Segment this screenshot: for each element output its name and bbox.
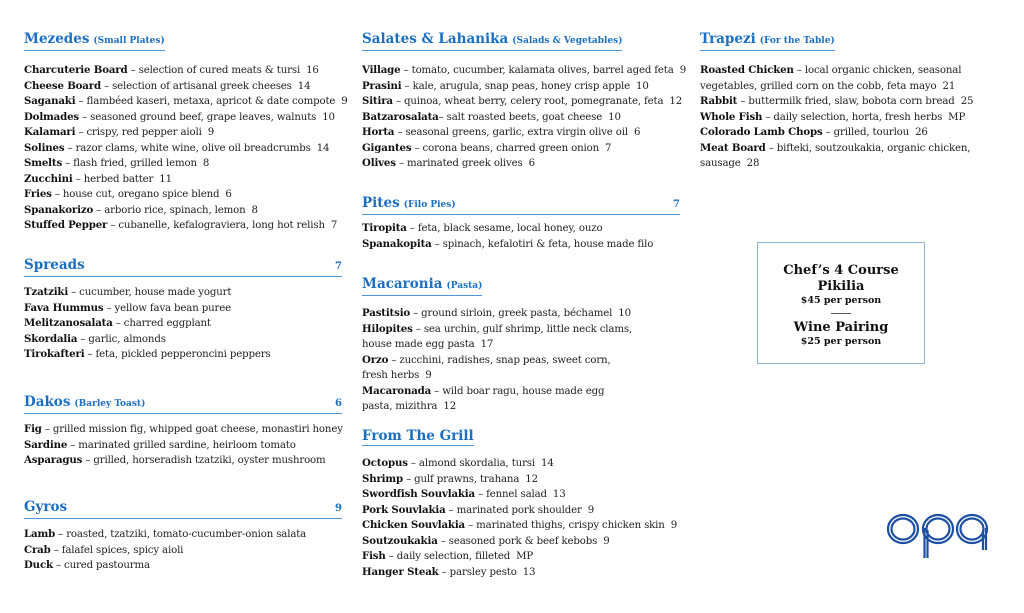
section-title: Mezedes: [24, 31, 90, 47]
menu-item: [362, 472, 680, 488]
menu-item: [362, 63, 687, 79]
pikilia-title: Chef’s 4 Course Pikilia: [783, 263, 899, 294]
item-list: [362, 456, 680, 580]
item-name: Sitira: [362, 95, 393, 107]
item-description: – salt roasted beets, goat cheese: [438, 111, 603, 123]
section-title: Pites: [362, 195, 400, 211]
section-heading: [362, 195, 680, 215]
menu-item: [700, 141, 1008, 172]
item-name: Solines: [24, 141, 65, 154]
item-description: – marinated grilled sardine, heirloom tomato: [67, 439, 296, 451]
item-description: – buttermilk fried, slaw, bobota corn bread: [737, 96, 955, 107]
item-price: 10: [322, 111, 335, 123]
menu-item: [24, 453, 342, 469]
item-price: 9: [670, 520, 678, 531]
item-description: – marinated pork shoulder: [445, 504, 582, 516]
item-list: [362, 306, 632, 415]
menu-item: [362, 487, 680, 503]
item-description: – daily selection, filleted: [385, 551, 511, 562]
item-name: Gigantes: [362, 141, 412, 154]
item-list: [700, 63, 1008, 172]
menu-item: [24, 285, 342, 301]
section-heading: [362, 31, 622, 51]
menu-item: [362, 353, 632, 384]
item-description: – house cut, oregano spice blend: [51, 189, 220, 200]
item-description: – razor clams, white wine, olive oil breadcrumbs: [64, 142, 311, 154]
item-description: – spinach, kefalotiri & feta, house made filo: [431, 238, 654, 250]
item-description: – marinated thighs, crispy chicken skin: [465, 520, 665, 531]
item-description: – selection of artisanal greek cheeses: [100, 80, 292, 92]
item-name: Meat Board: [700, 141, 766, 154]
menu-item: [24, 187, 342, 203]
item-name: Asparagus: [24, 454, 83, 466]
item-description: – seasoned ground beef, grape leaves, walnuts: [79, 111, 317, 123]
item-price: 9: [341, 96, 348, 107]
item-description: – bifteki, soutzoukakia, organic chicken, sausage: [700, 142, 971, 169]
item-name: Pastitsio: [362, 307, 411, 319]
item-list: [24, 63, 348, 234]
section-subtitle: (Barley Toast): [74, 399, 146, 409]
menu-item: [24, 301, 342, 317]
item-price: 28: [746, 158, 760, 169]
item-description: – grilled mission fig, whipped goat cheese, monastiri honey: [41, 424, 343, 435]
item-description: – ground sirloin, greek pasta, béchamel: [410, 308, 613, 319]
opa-logo-icon: [886, 510, 990, 560]
menu-item: [362, 534, 680, 550]
menu-item: [362, 549, 680, 565]
item-description: – selection of cured meats & tursi: [127, 65, 301, 76]
item-price: 8: [251, 204, 258, 216]
item-price: 25: [960, 96, 974, 107]
item-description: – cubanelle, kefalograviera, long hot relish: [107, 220, 325, 231]
item-description: – yellow fava bean puree: [103, 302, 231, 314]
item-name: Melitzanosalata: [24, 317, 113, 329]
item-price: 9: [679, 65, 687, 76]
item-name: Whole Fish: [700, 110, 763, 123]
item-price: 9: [603, 535, 610, 547]
item-price: 11: [159, 173, 172, 185]
menu-item: [362, 125, 680, 141]
pikilia-price: $45 per person: [800, 295, 882, 306]
item-price: 8: [202, 158, 210, 169]
menu-item: [700, 110, 1008, 126]
item-name: Tiropita: [362, 222, 407, 234]
section-title: Macaronia: [362, 276, 443, 292]
item-name: Saganaki: [24, 95, 76, 107]
item-name: Skordalia: [24, 332, 78, 345]
item-name: Lamb: [24, 528, 56, 540]
menu-item: [24, 125, 342, 141]
item-name: Duck: [24, 559, 53, 571]
section-title: Trapezi: [700, 31, 756, 47]
item-name: Prasini: [362, 79, 402, 92]
item-list: [24, 285, 342, 363]
item-description: – seasonal greens, garlic, extra virgin olive oil: [394, 127, 628, 138]
menu-item: [362, 141, 680, 157]
item-price: 26: [915, 127, 928, 138]
item-name: Fries: [24, 188, 52, 200]
wine-pairing-title: Wine Pairing: [793, 320, 889, 335]
item-description: – fennel salad: [474, 489, 547, 500]
item-price: 13: [552, 489, 566, 500]
section-title: Gyros: [24, 499, 68, 515]
item-description: – tomato, cucumber, kalamata olives, barrel aged feta: [400, 65, 674, 76]
menu-item: [24, 438, 342, 454]
item-price: 14: [541, 458, 554, 469]
item-price: 7: [330, 220, 338, 231]
item-name: Cheese Board: [24, 79, 101, 92]
menu-item: [24, 316, 342, 332]
item-description: – cucumber, house made yogurt: [68, 287, 232, 298]
section-macaronia: [362, 273, 680, 415]
menu-item: [24, 203, 342, 219]
menu-item: [24, 332, 342, 348]
item-name: Hilopites: [362, 322, 413, 335]
item-price: 12: [443, 401, 457, 412]
section-subtitle: (Filo Pies): [403, 200, 456, 210]
section-price: 9: [335, 503, 342, 514]
item-list: [24, 422, 342, 469]
menu-item: [362, 94, 683, 110]
item-name: Chicken Souvlakia: [362, 519, 466, 531]
item-price: 6: [225, 189, 232, 200]
item-name: Tzatziki: [24, 286, 69, 298]
item-price: 12: [525, 473, 538, 485]
menu-item: [24, 110, 342, 126]
item-name: Spanakopita: [362, 237, 432, 250]
item-description: – parsley pesto: [438, 566, 517, 578]
item-price: 12: [669, 96, 683, 107]
item-name: Batzarosalata: [362, 110, 439, 123]
item-description: – roasted, tzatziki, tomato-cucumber-onion salata: [55, 529, 307, 540]
item-price: 10: [608, 111, 621, 123]
section-price: 7: [335, 261, 342, 272]
item-price: 9: [207, 127, 215, 138]
section-title: From The Grill: [362, 428, 474, 444]
section-heading: [24, 499, 342, 519]
item-description: – wild boar ragu, house made egg pasta, mizithra: [362, 385, 605, 412]
item-price: MP: [516, 551, 534, 562]
menu-item: [700, 125, 1008, 141]
section-subtitle: (For the Table): [759, 36, 835, 46]
menu-item: [362, 79, 680, 95]
item-description: – flambéed kaseri, metaxa, apricot & date compote: [75, 96, 336, 107]
item-price: 17: [480, 339, 494, 350]
section-price: 6: [335, 398, 342, 409]
menu-item: [362, 456, 680, 472]
item-description: – grilled, horseradish tzatziki, oyster mushroom: [82, 455, 326, 466]
section-mezedes: [24, 28, 348, 234]
section-pites: [362, 195, 680, 252]
item-description: – daily selection, horta, fresh herbs: [762, 111, 943, 123]
menu-item: [24, 141, 342, 157]
menu-item: [24, 558, 342, 574]
menu-item: [24, 543, 342, 559]
item-name: Swordfish Souvlakia: [362, 488, 475, 500]
item-description: – quinoa, wheat berry, celery root, pomegranate, feta: [392, 96, 664, 107]
item-name: Fig: [24, 423, 42, 435]
item-name: Rabbit: [700, 95, 738, 107]
section-heading: [24, 257, 342, 277]
item-name: Horta: [362, 126, 395, 138]
menu-item: [24, 347, 342, 363]
item-description: – falafel spices, spicy aioli: [50, 544, 184, 556]
item-description: – garlic, almonds: [77, 333, 166, 345]
menu-item: [362, 110, 680, 126]
item-name: Roasted Chicken: [700, 64, 794, 76]
item-list: [362, 221, 680, 252]
item-name: Fish: [362, 550, 386, 562]
divider: [831, 313, 851, 314]
item-name: Macaronada: [362, 384, 432, 397]
menu-item: [362, 384, 632, 415]
section-grill: [362, 425, 680, 580]
menu-item: [362, 237, 680, 253]
item-description: – corona beans, charred green onion: [411, 142, 599, 154]
menu-item: [24, 94, 348, 110]
menu-item: [24, 63, 342, 79]
item-price: 6: [528, 158, 535, 169]
item-name: Olives: [362, 157, 396, 169]
item-name: Shrimp: [362, 472, 404, 485]
menu-item: [362, 503, 680, 519]
item-name: Pork Souvlakia: [362, 503, 446, 516]
section-heading: [700, 31, 835, 51]
item-description: – local organic chicken, seasonal vegetables, grilled corn on the cobb, feta mayo: [700, 65, 962, 92]
menu-item: [24, 156, 342, 172]
item-name: Kalamari: [24, 126, 76, 138]
item-name: Orzo: [362, 353, 389, 366]
section-title: Spreads: [24, 257, 85, 273]
item-name: Charcuterie Board: [24, 64, 128, 76]
item-price: 10: [636, 80, 649, 92]
item-name: Sardine: [24, 438, 68, 451]
item-price: 9: [587, 504, 595, 516]
section-salates: [362, 28, 687, 172]
item-description: – flash fried, grilled lemon: [62, 158, 197, 169]
section-price: 7: [673, 199, 680, 210]
item-description: – almond skordalia, tursi: [407, 458, 535, 469]
item-description: – seasoned pork & beef kebobs: [437, 535, 598, 547]
item-description: – grilled, tourlou: [822, 127, 910, 138]
section-dakos: [24, 394, 342, 469]
item-price: MP: [948, 111, 966, 123]
menu-item: [24, 79, 342, 95]
item-name: Crab: [24, 543, 51, 556]
item-list: [362, 63, 687, 172]
item-description: – kale, arugula, snap peas, honey crisp apple: [401, 80, 631, 92]
item-price: 21: [942, 80, 956, 92]
section-title: Salates & Lahanika: [362, 31, 509, 47]
menu-item: [362, 565, 680, 581]
item-price: 16: [306, 65, 319, 76]
menu-item: [700, 63, 1008, 94]
item-list: [24, 527, 342, 574]
item-description: – charred eggplant: [112, 318, 211, 329]
section-subtitle: (Salads & Vegetables): [512, 36, 623, 46]
section-heading: [24, 394, 342, 414]
pikilia-box: [757, 242, 925, 364]
item-description: – herbed batter: [72, 173, 154, 185]
item-price: 13: [522, 566, 536, 578]
item-description: – arborio rice, spinach, lemon: [93, 204, 246, 216]
item-name: Spanakorizo: [24, 203, 94, 216]
section-trapezi: [700, 28, 1010, 172]
section-heading: [362, 276, 482, 296]
item-price: 7: [604, 142, 612, 154]
section-heading: [362, 428, 474, 446]
item-price: 14: [297, 80, 311, 92]
item-name: Hanger Steak: [362, 565, 439, 578]
menu-item: [24, 422, 342, 438]
item-name: Zucchini: [24, 172, 73, 185]
menu-item: [362, 221, 680, 237]
menu-item: [24, 172, 342, 188]
item-price: 6: [633, 127, 641, 138]
item-name: Village: [362, 64, 401, 76]
item-name: Fava Hummus: [24, 301, 104, 314]
menu-item: [700, 94, 1008, 110]
item-description: – gulf prawns, trahana: [403, 473, 520, 485]
section-spreads: [24, 257, 342, 363]
item-name: Tirokafteri: [24, 348, 85, 360]
menu-item: [362, 156, 680, 172]
item-description: – marinated greek olives: [395, 158, 523, 169]
item-price: 10: [618, 308, 631, 319]
menu-item: [24, 218, 342, 234]
item-description: – crispy, red pepper aioli: [75, 127, 202, 138]
item-price: 14: [316, 142, 330, 154]
section-heading: [24, 31, 165, 51]
item-name: Stuffed Pepper: [24, 219, 108, 231]
item-name: Colorado Lamb Chops: [700, 126, 823, 138]
item-description: – cured pastourma: [52, 560, 150, 571]
item-name: Soutzoukakia: [362, 534, 438, 547]
item-name: Octopus: [362, 457, 408, 469]
wine-pairing-price: $25 per person: [800, 336, 882, 347]
section-subtitle: (Pasta): [446, 281, 483, 291]
item-description: – feta, black sesame, local honey, ouzo: [406, 223, 603, 234]
item-description: – feta, pickled pepperoncini peppers: [84, 349, 271, 360]
item-description: – zucchini, radishes, snap peas, sweet corn, fresh herbs: [362, 354, 611, 381]
section-title: Dakos: [24, 394, 71, 410]
menu-item: [362, 518, 680, 534]
section-gyros: [24, 499, 342, 574]
item-name: Smelts: [24, 157, 63, 169]
item-name: Dolmades: [24, 110, 80, 123]
section-subtitle: (Small Plates): [93, 36, 165, 46]
menu-item: [362, 322, 632, 353]
menu-item: [24, 527, 342, 543]
item-description: – sea urchin, gulf shrimp, little neck clams, house made egg pasta: [362, 323, 632, 350]
menu-item: [362, 306, 632, 322]
item-price: 9: [425, 370, 432, 381]
